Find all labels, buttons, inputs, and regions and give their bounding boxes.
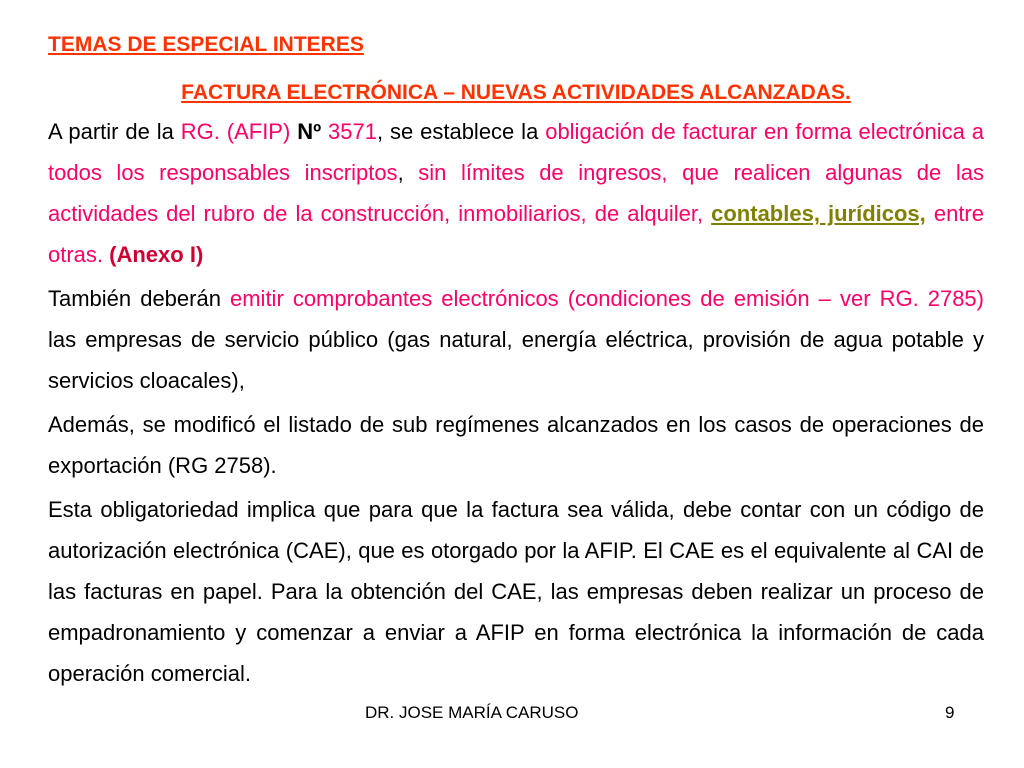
paragraph-rg-3571 (48, 111, 984, 275)
contables-juridicos: contables, jurídicos, (711, 201, 926, 226)
paragraph-exportacion (48, 404, 984, 486)
rg-number: 3571 (321, 119, 377, 144)
paragraph-cae (48, 489, 984, 694)
text-segment: , se establece la (376, 119, 546, 144)
text-segment: Esta obligatoriedad implica que para que la factura sea válida, debe contar con un código de autorización electrónica (CAE), que es otorgado por la AFIP. El CAE es el equivalente al CAI de las facturas en papel. Para la obtención del CAE, las empresas deben realizar un proceso de empadronamiento y comenzar a enviar a AFIP en forma electrónica la información de cada operación comercial. (48, 497, 984, 686)
slide-title: TEMAS DE ESPECIAL INTERES (48, 33, 364, 56)
text-segment: También deberán (48, 286, 230, 311)
comprobantes-text: emitir comprobantes electrónicos (condiciones de emisión – ver RG. 2785) (230, 286, 984, 311)
anexo-reference: (Anexo I) (109, 242, 204, 267)
text-segment: A partir de la (48, 119, 181, 144)
rg-reference: RG. (AFIP) (180, 119, 298, 144)
text-segment: las empresas de servicio público (gas natural, energía eléctrica, provisión de agua potable y servicios cloacales), (48, 327, 984, 393)
text-segment: , (397, 160, 419, 185)
slide-content (48, 28, 984, 694)
text-segment (703, 201, 711, 226)
slide-subtitle: FACTURA ELECTRÓNICA – NUEVAS ACTIVIDADES ALCANZADAS. (181, 81, 851, 104)
paragraph-servicio-publico (48, 278, 984, 401)
text-segment: Además, se modificó el listado de sub regímenes alcanzados en los casos de operaciones de exportación (RG 2758). (48, 412, 984, 478)
footer-author: DR. JOSE MARÍA CARUSO (365, 703, 579, 722)
entre-otras: entre otras. (48, 201, 984, 267)
numero-symbol: Nº (297, 119, 322, 144)
text-segment (926, 201, 934, 226)
obligation-text: obligación de facturar en forma electrónica a todos los responsables inscriptos (48, 119, 985, 185)
activities-text: sin límites de ingresos, que realicen algunas de las actividades del rubro de la construcción, inmobiliarios, de alquiler, (48, 160, 985, 226)
page-number: 9 (945, 703, 955, 722)
